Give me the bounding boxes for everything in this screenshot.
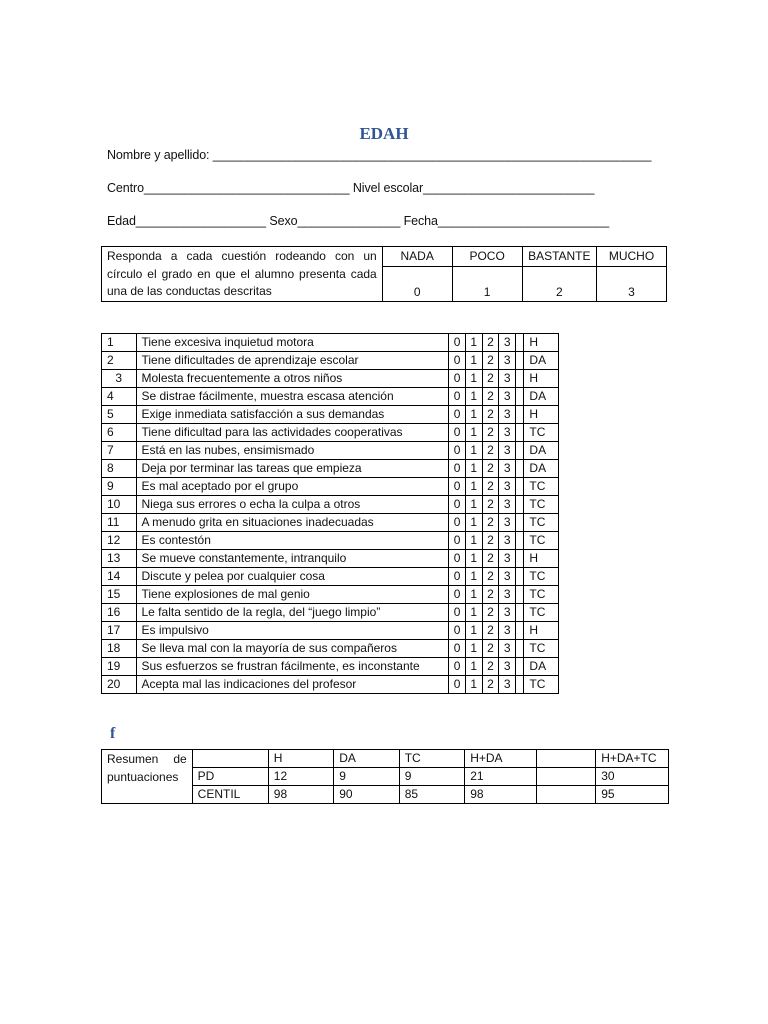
item-row (102, 604, 559, 622)
item-category: TC (524, 586, 559, 604)
item-category: TC (524, 604, 559, 622)
summary-label-word-2: de (173, 752, 187, 766)
item-score-option-0[interactable]: 0 (449, 496, 466, 514)
item-score-option-3[interactable]: 3 (499, 388, 516, 406)
item-blank-cell (516, 658, 524, 676)
summary-centil-h-da[interactable]: 98 (465, 786, 537, 804)
item-category: DA (524, 658, 559, 676)
item-score-option-1[interactable]: 1 (465, 424, 482, 442)
name-field-line[interactable]: Nombre y apellido: ________________________________________________________________ (107, 148, 652, 162)
summary-header-tc: TC (399, 750, 465, 768)
item-category: DA (524, 352, 559, 370)
scale-value-nada: 0 (382, 266, 452, 301)
score-summary-table (101, 749, 669, 804)
item-score-option-3[interactable]: 3 (499, 532, 516, 550)
item-blank-cell (516, 352, 524, 370)
item-blank-cell (516, 460, 524, 478)
summary-pd-empty[interactable] (537, 768, 596, 786)
item-score-option-2[interactable]: 2 (482, 406, 499, 424)
summary-centil-da[interactable]: 90 (334, 786, 400, 804)
item-row (102, 460, 559, 478)
item-number: 17 (102, 622, 137, 640)
item-score-option-2[interactable]: 2 (482, 352, 499, 370)
item-score-option-2[interactable]: 2 (482, 334, 499, 352)
summary-header-empty (537, 750, 596, 768)
item-row (102, 388, 559, 406)
item-score-option-2[interactable]: 2 (482, 478, 499, 496)
item-text: Está en las nubes, ensimismado (136, 442, 449, 460)
item-row (102, 406, 559, 424)
item-text: Niega sus errores o echa la culpa a otros (136, 496, 449, 514)
item-category: H (524, 370, 559, 388)
item-row (102, 622, 559, 640)
item-blank-cell (516, 586, 524, 604)
item-text: Tiene dificultad para las actividades cooperativas (136, 424, 449, 442)
item-score-option-3[interactable]: 3 (499, 370, 516, 388)
item-score-option-3[interactable]: 3 (499, 640, 516, 658)
summary-row-label-centil: CENTIL (192, 786, 268, 804)
item-score-option-2[interactable]: 2 (482, 568, 499, 586)
item-score-option-0[interactable]: 0 (449, 424, 466, 442)
summary-centil-h-da-tc[interactable]: 95 (596, 786, 669, 804)
item-category: TC (524, 478, 559, 496)
item-category: H (524, 550, 559, 568)
item-row (102, 370, 559, 388)
document-title: EDAH (359, 124, 409, 143)
item-score-option-0[interactable]: 0 (449, 586, 466, 604)
item-score-option-2[interactable]: 2 (482, 604, 499, 622)
item-row (102, 442, 559, 460)
item-row (102, 532, 559, 550)
item-text: Deja por terminar las tareas que empieza (136, 460, 449, 478)
item-number: 13 (102, 550, 137, 568)
item-score-option-3[interactable]: 3 (499, 478, 516, 496)
item-blank-cell (516, 550, 524, 568)
item-score-option-2[interactable]: 2 (482, 676, 499, 694)
item-text: Acepta mal las indicaciones del profesor (136, 676, 449, 694)
summary-label-word-3: puntuaciones (107, 770, 179, 784)
item-score-option-2[interactable]: 2 (482, 442, 499, 460)
item-number: 11 (102, 514, 137, 532)
summary-centil-h[interactable]: 98 (268, 786, 333, 804)
item-score-option-0[interactable]: 0 (449, 514, 466, 532)
item-score-option-1[interactable]: 1 (465, 496, 482, 514)
item-blank-cell (516, 388, 524, 406)
summary-pd-da[interactable]: 9 (334, 768, 400, 786)
item-blank-cell (516, 334, 524, 352)
item-score-option-3[interactable]: 3 (499, 568, 516, 586)
item-score-option-1[interactable]: 1 (465, 406, 482, 424)
item-score-option-0[interactable]: 0 (449, 388, 466, 406)
item-blank-cell (516, 676, 524, 694)
summary-label (102, 750, 193, 804)
item-blank-cell (516, 478, 524, 496)
item-score-option-2[interactable]: 2 (482, 586, 499, 604)
edad-sexo-fecha-field-line[interactable]: Edad___________________ Sexo_______________ Fecha_________________________ (107, 214, 610, 228)
item-category: H (524, 622, 559, 640)
item-score-option-0[interactable]: 0 (449, 442, 466, 460)
centro-nivel-field-line[interactable]: Centro______________________________ Nivel escolar_________________________ (107, 181, 595, 195)
summary-header-da: DA (334, 750, 400, 768)
summary-header-blank (192, 750, 268, 768)
item-blank-cell (516, 370, 524, 388)
item-blank-cell (516, 640, 524, 658)
item-score-option-0[interactable]: 0 (449, 478, 466, 496)
item-text: A menudo grita en situaciones inadecuadas (136, 514, 449, 532)
summary-label-word-1: Resumen (107, 752, 159, 766)
item-category: DA (524, 460, 559, 478)
item-score-option-0[interactable]: 0 (449, 460, 466, 478)
item-number: 5 (102, 406, 137, 424)
item-score-option-0[interactable]: 0 (449, 604, 466, 622)
item-score-option-2[interactable]: 2 (482, 622, 499, 640)
item-number: 9 (102, 478, 137, 496)
item-text: Se distrae fácilmente, muestra escasa atención (136, 388, 449, 406)
item-number: 10 (102, 496, 137, 514)
item-row (102, 514, 559, 532)
summary-pd-h-da[interactable]: 21 (465, 768, 537, 786)
item-score-option-1[interactable]: 1 (465, 568, 482, 586)
item-row (102, 586, 559, 604)
summary-pd-h[interactable]: 12 (268, 768, 333, 786)
item-score-option-1[interactable]: 1 (465, 676, 482, 694)
item-score-option-1[interactable]: 1 (465, 586, 482, 604)
item-score-option-1[interactable]: 1 (465, 388, 482, 406)
item-score-option-2[interactable]: 2 (482, 514, 499, 532)
item-blank-cell (516, 622, 524, 640)
item-number: 15 (102, 586, 137, 604)
item-text: Molesta frecuentemente a otros niños (136, 370, 449, 388)
item-score-option-3[interactable]: 3 (499, 586, 516, 604)
scale-instruction: Responda a cada cuestión rodeando con un círculo el grado en que el alumno presenta cada una de las conductas descritas (102, 247, 383, 302)
summary-row-label-pd: PD (192, 768, 268, 786)
item-row (102, 352, 559, 370)
item-number: 14 (102, 568, 137, 586)
summary-header-h-da: H+DA (465, 750, 537, 768)
item-text: Tiene explosiones de mal genio (136, 586, 449, 604)
item-category: TC (524, 640, 559, 658)
section-letter: f (110, 725, 116, 742)
item-text: Es contestón (136, 532, 449, 550)
item-category: DA (524, 388, 559, 406)
scale-header-bastante: BASTANTE (522, 247, 596, 267)
summary-header-h-da-tc: H+DA+TC (596, 750, 669, 768)
scale-header-poco: POCO (452, 247, 522, 267)
item-category: TC (524, 676, 559, 694)
rating-scale-table (101, 246, 667, 302)
item-number: 2 (102, 352, 137, 370)
item-blank-cell (516, 514, 524, 532)
item-blank-cell (516, 442, 524, 460)
item-score-option-0[interactable]: 0 (449, 550, 466, 568)
item-score-option-2[interactable]: 2 (482, 424, 499, 442)
item-category: TC (524, 514, 559, 532)
item-score-option-1[interactable]: 1 (465, 334, 482, 352)
item-category: TC (524, 496, 559, 514)
item-number: 16 (102, 604, 137, 622)
item-category: TC (524, 532, 559, 550)
item-row (102, 478, 559, 496)
item-score-option-0[interactable]: 0 (449, 658, 466, 676)
item-score-option-3[interactable]: 3 (499, 496, 516, 514)
item-score-option-1[interactable]: 1 (465, 460, 482, 478)
item-score-option-1[interactable]: 1 (465, 442, 482, 460)
item-category: H (524, 406, 559, 424)
item-score-option-0[interactable]: 0 (449, 622, 466, 640)
item-number: 4 (102, 388, 137, 406)
item-score-option-1[interactable]: 1 (465, 532, 482, 550)
item-number: 20 (102, 676, 137, 694)
scale-value-bastante: 2 (522, 266, 596, 301)
item-row (102, 550, 559, 568)
item-score-option-2[interactable]: 2 (482, 550, 499, 568)
item-score-option-3[interactable]: 3 (499, 676, 516, 694)
item-category: DA (524, 442, 559, 460)
item-row (102, 568, 559, 586)
item-row (102, 334, 559, 352)
item-blank-cell (516, 568, 524, 586)
item-number: 3 (102, 370, 137, 388)
item-score-option-1[interactable]: 1 (465, 352, 482, 370)
item-number: 19 (102, 658, 137, 676)
item-score-option-3[interactable]: 3 (499, 514, 516, 532)
item-text: Es impulsivo (136, 622, 449, 640)
item-text: Exige inmediata satisfacción a sus demandas (136, 406, 449, 424)
scale-header-mucho: MUCHO (597, 247, 667, 267)
behavior-items-table (101, 333, 559, 694)
item-score-option-1[interactable]: 1 (465, 514, 482, 532)
item-score-option-1[interactable]: 1 (465, 640, 482, 658)
item-score-option-3[interactable]: 3 (499, 424, 516, 442)
item-score-option-2[interactable]: 2 (482, 658, 499, 676)
summary-centil-empty[interactable] (537, 786, 596, 804)
scale-value-poco: 1 (452, 266, 522, 301)
item-score-option-2[interactable]: 2 (482, 640, 499, 658)
item-text: Sus esfuerzos se frustran fácilmente, es inconstante (136, 658, 449, 676)
item-score-option-3[interactable]: 3 (499, 604, 516, 622)
item-row (102, 496, 559, 514)
item-score-option-0[interactable]: 0 (449, 640, 466, 658)
item-score-option-3[interactable]: 3 (499, 658, 516, 676)
item-number: 7 (102, 442, 137, 460)
scale-value-mucho: 3 (597, 266, 667, 301)
item-text: Discute y pelea por cualquier cosa (136, 568, 449, 586)
item-blank-cell (516, 496, 524, 514)
item-score-option-1[interactable]: 1 (465, 370, 482, 388)
item-text: Le falta sentido de la regla, del “juego limpio” (136, 604, 449, 622)
item-text: Se lleva mal con la mayoría de sus compañeros (136, 640, 449, 658)
item-score-option-2[interactable]: 2 (482, 388, 499, 406)
item-blank-cell (516, 424, 524, 442)
item-score-option-0[interactable]: 0 (449, 370, 466, 388)
item-score-option-0[interactable]: 0 (449, 334, 466, 352)
item-number: 8 (102, 460, 137, 478)
item-text: Tiene dificultades de aprendizaje escolar (136, 352, 449, 370)
scale-header-nada: NADA (382, 247, 452, 267)
item-score-option-3[interactable]: 3 (499, 442, 516, 460)
summary-pd-h-da-tc[interactable]: 30 (596, 768, 669, 786)
item-score-option-2[interactable]: 2 (482, 460, 499, 478)
item-category: TC (524, 424, 559, 442)
item-category: TC (524, 568, 559, 586)
item-score-option-1[interactable]: 1 (465, 658, 482, 676)
item-score-option-3[interactable]: 3 (499, 550, 516, 568)
item-blank-cell (516, 532, 524, 550)
item-category: H (524, 334, 559, 352)
item-score-option-3[interactable]: 3 (499, 622, 516, 640)
summary-centil-tc[interactable]: 85 (399, 786, 465, 804)
summary-pd-tc[interactable]: 9 (399, 768, 465, 786)
item-text: Es mal aceptado por el grupo (136, 478, 449, 496)
item-number: 6 (102, 424, 137, 442)
item-score-option-1[interactable]: 1 (465, 604, 482, 622)
item-row (102, 640, 559, 658)
item-score-option-3[interactable]: 3 (499, 334, 516, 352)
item-score-option-0[interactable]: 0 (449, 352, 466, 370)
item-score-option-1[interactable]: 1 (465, 478, 482, 496)
item-number: 12 (102, 532, 137, 550)
item-blank-cell (516, 604, 524, 622)
item-score-option-3[interactable]: 3 (499, 352, 516, 370)
item-text: Se mueve constantemente, intranquilo (136, 550, 449, 568)
item-score-option-3[interactable]: 3 (499, 460, 516, 478)
item-score-option-1[interactable]: 1 (465, 622, 482, 640)
item-score-option-1[interactable]: 1 (465, 550, 482, 568)
item-row (102, 658, 559, 676)
item-score-option-2[interactable]: 2 (482, 532, 499, 550)
item-blank-cell (516, 406, 524, 424)
item-score-option-0[interactable]: 0 (449, 568, 466, 586)
item-row (102, 424, 559, 442)
item-score-option-2[interactable]: 2 (482, 496, 499, 514)
item-score-option-0[interactable]: 0 (449, 406, 466, 424)
item-row (102, 676, 559, 694)
item-score-option-0[interactable]: 0 (449, 532, 466, 550)
item-text: Tiene excesiva inquietud motora (136, 334, 449, 352)
item-score-option-2[interactable]: 2 (482, 370, 499, 388)
summary-header-h: H (268, 750, 333, 768)
item-number: 1 (102, 334, 137, 352)
item-score-option-0[interactable]: 0 (449, 676, 466, 694)
item-number: 18 (102, 640, 137, 658)
item-score-option-3[interactable]: 3 (499, 406, 516, 424)
